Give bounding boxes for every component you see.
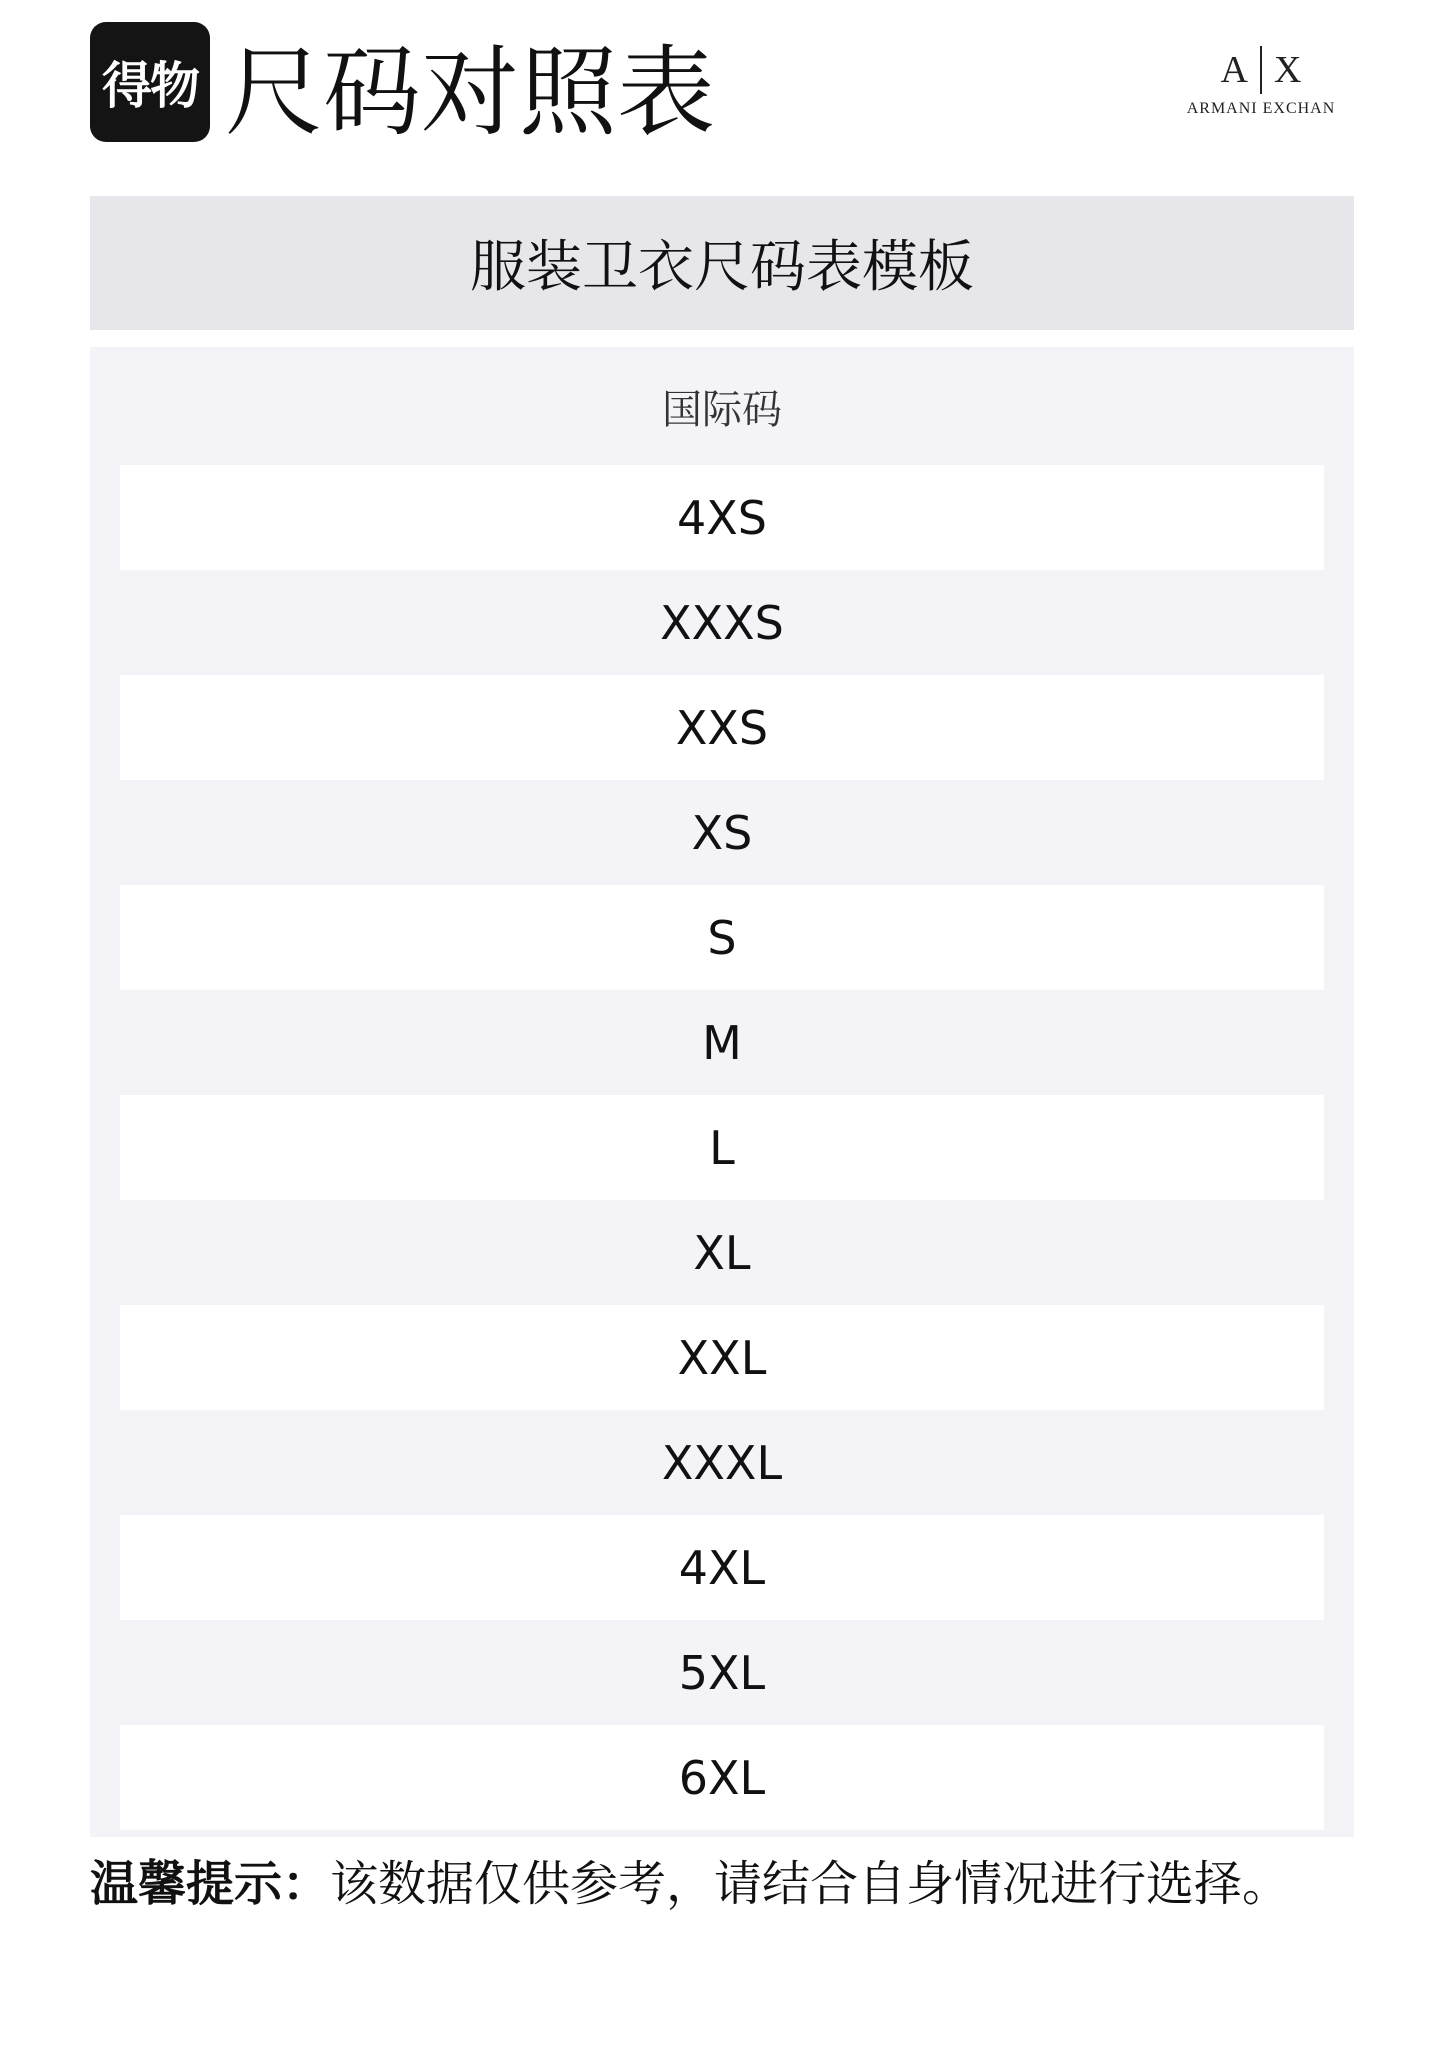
page-title: 尺码对照表	[225, 36, 716, 150]
table-title: 服装卫衣尺码表模板	[90, 196, 1354, 330]
brand-mark	[1176, 46, 1346, 94]
tip-note	[90, 1852, 1290, 1916]
table-row: 4XS	[120, 465, 1324, 570]
table-row: XS	[691, 805, 753, 860]
dewu-logo	[90, 22, 210, 142]
logo-text: 得物	[102, 57, 198, 115]
brand-logo	[1176, 46, 1346, 118]
table-row: XXS	[120, 675, 1324, 780]
tip-label: 温馨提示：	[90, 1856, 331, 1912]
table-row: L	[120, 1095, 1324, 1200]
table-row: 4XL	[120, 1515, 1324, 1620]
table-row: XXL	[120, 1305, 1324, 1410]
table-row: 6XL	[120, 1725, 1324, 1830]
table-row: 5XL	[678, 1645, 766, 1700]
table-row: S	[120, 885, 1324, 990]
table-row: XXXL	[661, 1435, 783, 1490]
table-row: XL	[693, 1225, 751, 1280]
brand-name: ARMANI EXCHAN	[1186, 100, 1336, 117]
size-rows	[120, 465, 1324, 1830]
tip-text: 该数据仅供参考，请结合自身情况进行选择。	[330, 1856, 1291, 1912]
table-row: XXXS	[660, 595, 784, 650]
brand-mark-right: X	[1274, 49, 1302, 91]
brand-mark-left: A	[1220, 49, 1248, 91]
size-table	[90, 347, 1354, 1837]
brand-divider	[1260, 46, 1262, 94]
table-row: M	[702, 1015, 742, 1070]
column-header: 国际码	[662, 386, 782, 433]
